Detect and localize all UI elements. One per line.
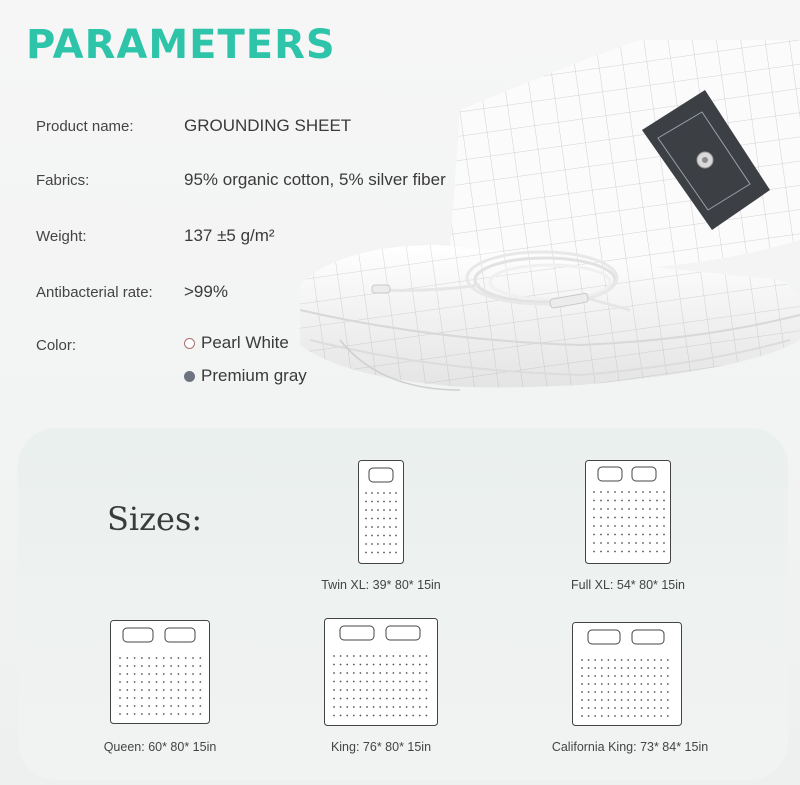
param-value: GROUNDING SHEET: [184, 116, 352, 135]
param-label: Color:: [36, 336, 77, 354]
sizes-heading: Sizes:: [107, 500, 203, 538]
param-label: Product name:: [36, 117, 134, 135]
swatch-premium-gray: [184, 371, 195, 382]
param-color: [36, 330, 184, 360]
param-antibacterial: [36, 277, 228, 307]
param-label: Weight:: [36, 227, 87, 245]
bed-full-xl-icon: [585, 460, 671, 564]
size-caption-queen: Queen: 60* 80* 15in: [103, 740, 217, 754]
size-caption-king: King: 76* 80* 15in: [330, 740, 432, 754]
bed-twin-xl-icon: [358, 460, 404, 564]
color-option-label: Premium gray: [201, 366, 307, 385]
param-value: 137 ±5 g/m²: [184, 226, 275, 245]
size-caption-california-king: California King: 73* 84* 15in: [551, 740, 709, 754]
bed-queen-icon: [110, 620, 210, 724]
color-option-pearl-white[interactable]: [184, 333, 289, 353]
color-option-label: Pearl White: [201, 333, 289, 352]
size-caption-twin-xl: Twin XL: 39* 80* 15in: [321, 578, 441, 592]
bed-king-icon: [324, 618, 438, 726]
param-value: 95% organic cotton, 5% silver fiber: [184, 170, 446, 189]
param-value: >99%: [184, 282, 228, 301]
param-label: Antibacterial rate:: [36, 283, 153, 301]
param-weight: [36, 221, 275, 251]
bed-california-king-icon: [572, 622, 682, 726]
param-label: Fabrics:: [36, 171, 90, 189]
grounding-sheet-image: [280, 40, 800, 420]
size-caption-full-xl: Full XL: 54* 80* 15in: [571, 578, 685, 592]
swatch-pearl-white: [184, 338, 195, 349]
page-title: PARAMETERS: [26, 22, 336, 68]
